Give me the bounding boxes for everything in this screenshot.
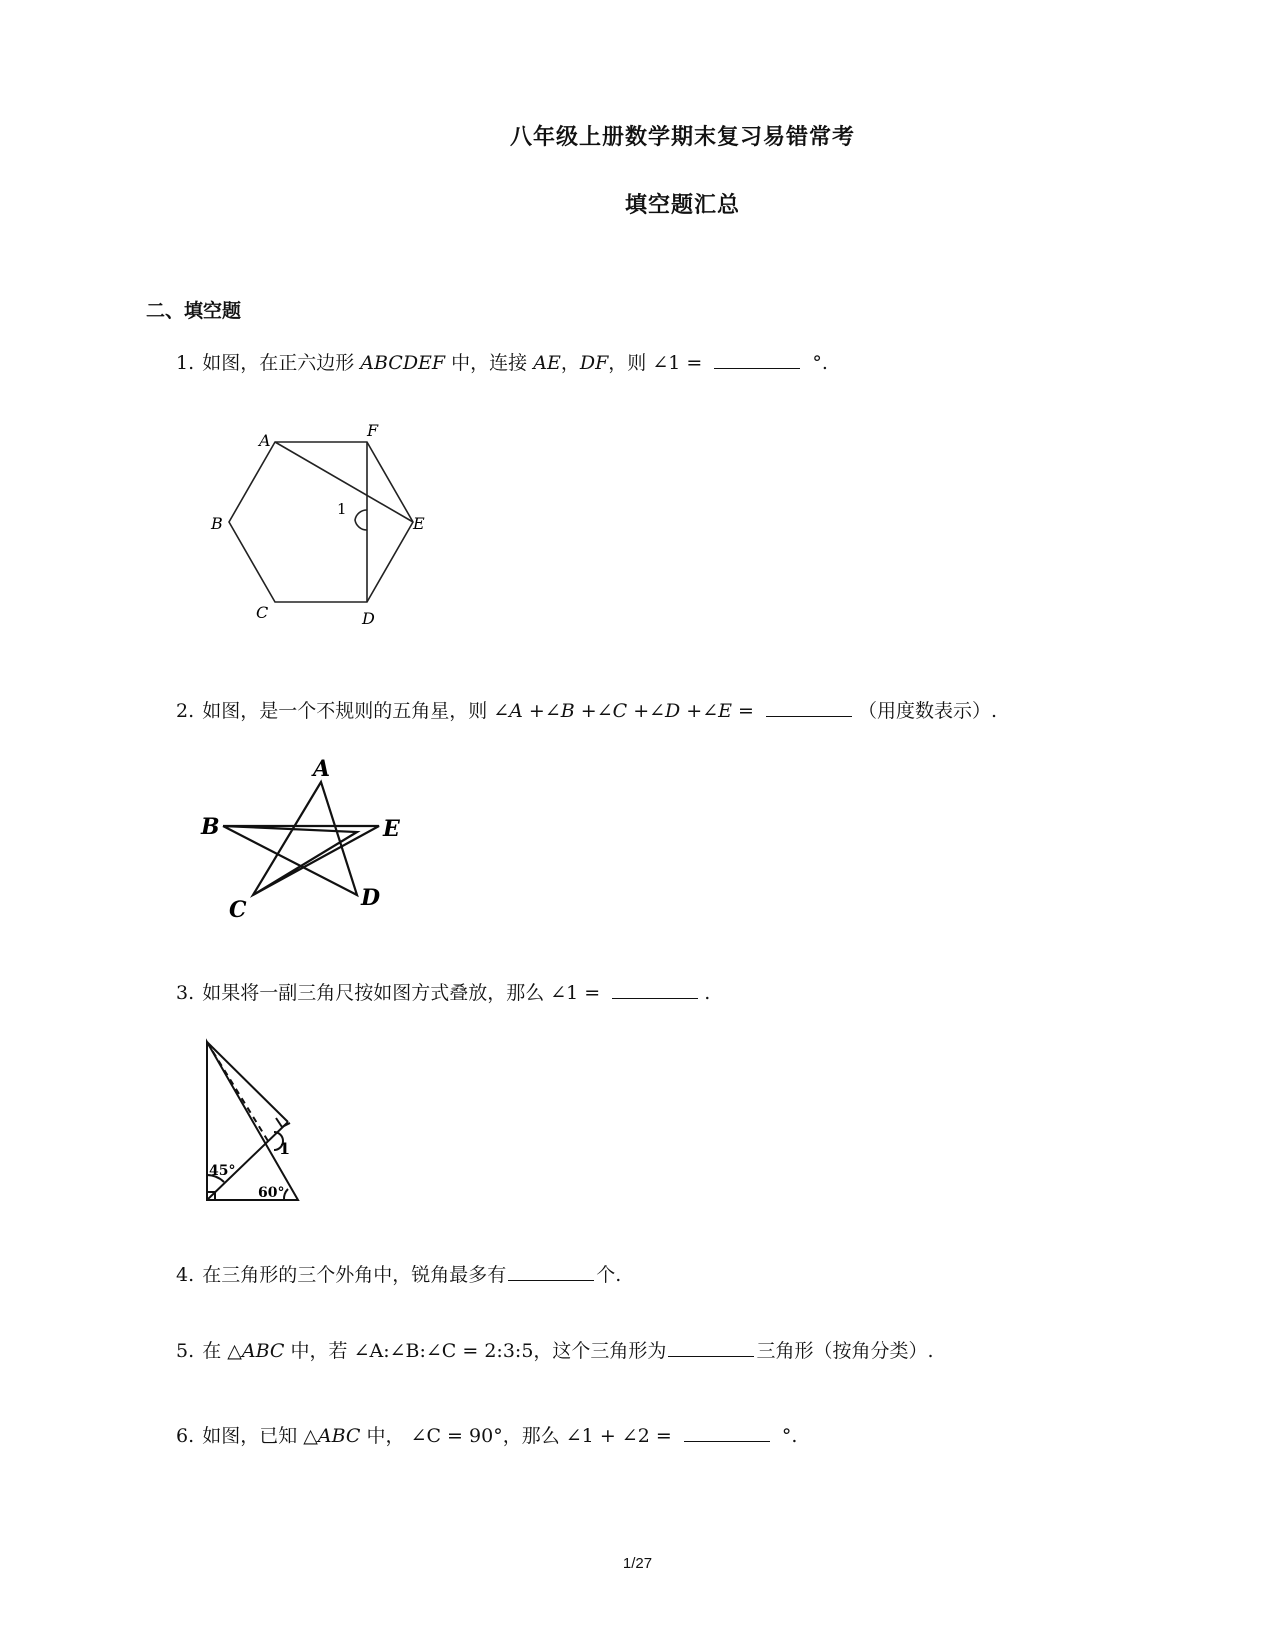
- question-text: °.: [812, 352, 828, 374]
- vertex-label-c: C: [229, 897, 247, 923]
- question-text: 在三角形的三个外角中，锐角最多有: [202, 1264, 507, 1286]
- answer-blank[interactable]: [668, 1338, 754, 1357]
- question-text: °.: [781, 1425, 798, 1447]
- question-text: .: [704, 982, 711, 1004]
- question-1: [176, 350, 828, 376]
- question-text: ，那么: [502, 1425, 560, 1447]
- document-title: 八年级上册数学期末复习易错常考: [509, 125, 855, 150]
- question-number: 4.: [176, 1264, 195, 1286]
- math-expression: △: [303, 1425, 318, 1447]
- question-number: 5.: [176, 1340, 195, 1362]
- question-text: 个.: [596, 1264, 622, 1286]
- star-figure: [195, 750, 425, 925]
- angle-label-60: 60°: [258, 1185, 285, 1201]
- page-indicator: 1/27: [622, 1555, 653, 1572]
- document-subtitle: 填空题汇总: [624, 193, 740, 218]
- vertex-label-f: F: [367, 421, 379, 440]
- answer-blank[interactable]: [684, 1423, 770, 1442]
- math-expression: ∠A:∠B:∠C = 2:3:5: [353, 1340, 534, 1362]
- math-expression: ABC: [241, 1340, 285, 1362]
- question-text: 如图，在正六边形: [202, 352, 355, 374]
- vertex-label-c: C: [256, 603, 269, 622]
- math-expression: ABC: [317, 1425, 361, 1447]
- question-6: [176, 1423, 797, 1449]
- question-text: 中，连接: [451, 352, 528, 374]
- question-text: 在: [202, 1340, 222, 1362]
- question-text: 如果将一副三角尺按如图方式叠放，那么: [202, 982, 545, 1004]
- question-text: ，: [560, 352, 580, 374]
- math-expression: DF: [579, 352, 609, 374]
- angle-arc-60: [284, 1189, 288, 1200]
- question-text: ，则: [608, 352, 647, 374]
- vertex-label-d: D: [362, 609, 375, 628]
- angle-label-45: 45°: [209, 1163, 236, 1179]
- question-text: 中，若: [290, 1340, 348, 1362]
- section-heading: 二、填空题: [146, 300, 242, 322]
- math-expression: ∠1 + ∠2 =: [565, 1425, 672, 1447]
- star-outline: [223, 782, 379, 895]
- angle-label-1: 1: [279, 1139, 291, 1158]
- vertex-label-b: B: [201, 814, 220, 840]
- math-expression: △: [227, 1340, 242, 1362]
- angle-label: 1: [337, 500, 347, 518]
- math-expression: ∠A +∠B +∠C +∠D +∠E =: [493, 700, 754, 722]
- vertex-label-a: A: [313, 756, 331, 782]
- vertex-label-d: D: [361, 885, 381, 911]
- math-expression: AE: [533, 352, 561, 374]
- question-number: 6.: [176, 1425, 195, 1447]
- hexagon-outline: [229, 442, 413, 602]
- set-square-figure: [200, 1035, 310, 1210]
- question-text: 如图，是一个不规则的五角星，则: [202, 700, 488, 722]
- math-expression: ∠C = 90°: [410, 1425, 503, 1447]
- question-text: 三角形（按角分类）.: [756, 1340, 934, 1362]
- question-text: ，这个三角形为: [533, 1340, 667, 1362]
- answer-blank[interactable]: [766, 698, 852, 717]
- question-text: （用度数表示）.: [858, 700, 998, 722]
- answer-blank[interactable]: [714, 350, 800, 369]
- vertex-label-b: B: [211, 514, 223, 533]
- triangle-45-edge: [207, 1042, 288, 1122]
- vertex-label-e: E: [413, 514, 425, 533]
- question-number: 1.: [176, 352, 195, 374]
- question-4: [176, 1262, 621, 1288]
- math-expression: ∠1 =: [550, 982, 601, 1004]
- math-expression: ABCDEF: [360, 352, 446, 374]
- question-2: [176, 698, 997, 724]
- question-text: 中，: [366, 1425, 405, 1447]
- question-number: 3.: [176, 982, 195, 1004]
- vertex-label-a: A: [259, 431, 271, 450]
- answer-blank[interactable]: [508, 1262, 594, 1281]
- answer-blank[interactable]: [612, 980, 698, 999]
- angle-arc: [355, 510, 367, 530]
- question-text: 如图，已知: [202, 1425, 298, 1447]
- vertex-label-e: E: [383, 816, 400, 842]
- question-3: [176, 980, 710, 1006]
- question-number: 2.: [176, 700, 195, 722]
- hexagon-figure: [205, 420, 445, 630]
- math-expression: ∠1 =: [652, 352, 703, 374]
- question-5: [176, 1338, 933, 1364]
